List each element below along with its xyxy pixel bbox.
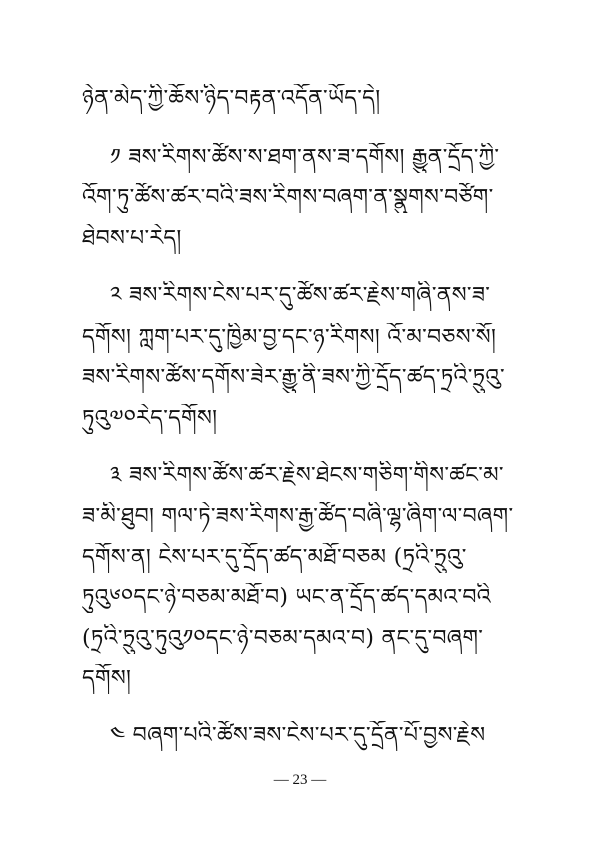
list-item-3: ༣ ཟས་རིགས་ཚོས་ཚར་རྗེས་ཐེངས་གཅིག་གིས་ཚང་མ་: [110, 463, 504, 488]
text-line: དགོས། ཀླག་པར་དུ་ཁྱིམ་བྱ་དང་ཉ་རིགས། འོ་མ་བཅས་སོ།: [82, 325, 497, 350]
text-line: ཉེན་མེད་ཀྱི་ཆོས་ཉིད་བརྟན་འདོན་ཡོད་དེ།: [82, 86, 381, 111]
list-item-2: ༢ ཟས་རིགས་ངེས་པར་དུ་ཚོས་ཚར་རྗེས་གཞི་ནས་ཟ་: [110, 283, 491, 308]
text-line: ཟས་རིགས་ཚོས་དགོས་ཟེར་རྒྱུ་ནི་ཟས་ཀྱི་དྲོད་ཚད་ཏྲའི་ཏྲུའུ་: [82, 365, 505, 390]
text-line: ཐེབས་པ་རེད།: [82, 226, 182, 251]
text-line: ཏུའུ༧༠རེད་དགོས།: [82, 406, 218, 431]
page-number: — 23 —: [273, 772, 327, 788]
list-item-4: ༤ བཞག་པའི་ཚོས་ཟས་ངེས་པར་དུ་དྲོན་པོ་བྱས་རྗེས: [110, 723, 486, 748]
text-line: (ཏྲའི་ཏྲུའུ་ཏུའུ༡༠དང་ཉེ་བཅམ་དམའ་བ) ནང་དུ་བཞག་: [82, 626, 484, 651]
text-line: ཟ་མི་ཐུབ། གལ་ཏེ་ཟས་རིགས་རྒྱ་ཚོད་བཞི་ལྷ་ཞིག་ལ་བཞག་: [82, 504, 514, 529]
text-line: དགོས་ན། ངེས་པར་དུ་དྲོད་ཚད་མཐོ་བཅམ (ཏྲའི་ཏྲུའུ་: [82, 545, 467, 570]
text-line: དགོས།: [82, 666, 132, 691]
text-line: ཏུའུ༦༠དང་ཉེ་བཅམ་མཐོ་བ) ཡང་ན་དྲོད་ཚད་དམའ་བའི: [82, 585, 491, 610]
text-line: འོག་ཏུ་ཚོས་ཚར་བའི་ཟས་རིགས་བཞག་ན་སྣུགས་བཙོག་: [82, 185, 494, 210]
list-item-1: ༡ ཟས་རིགས་ཚོས་ས་ཐག་ནས་ཟ་དགོས། རྒྱུན་དྲོད་ཀྱི་: [110, 145, 500, 170]
